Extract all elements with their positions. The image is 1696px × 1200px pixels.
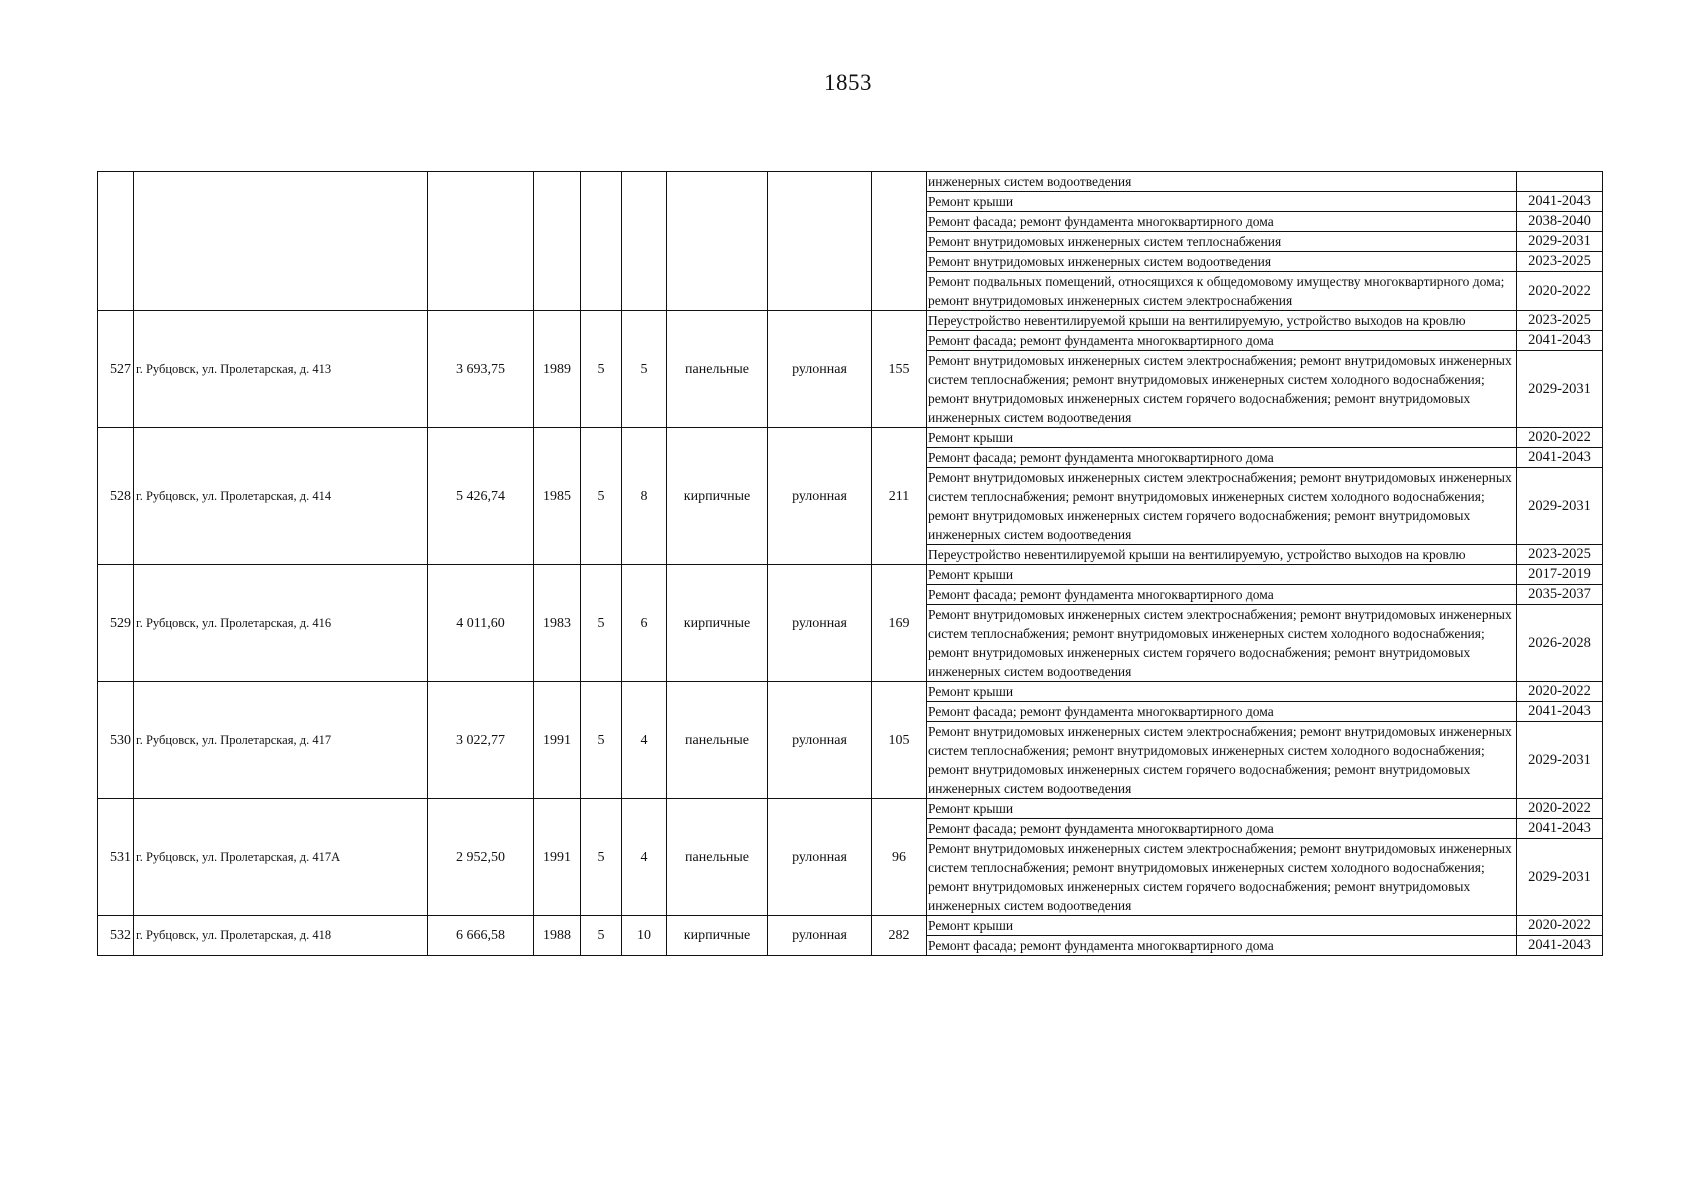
address-cell: г. Рубцовск, ул. Пролетарская, д. 414 <box>134 428 428 565</box>
area-cell: 5 426,74 <box>428 428 534 565</box>
year-cell: 1988 <box>534 916 581 956</box>
address-cell: г. Рубцовск, ул. Пролетарская, д. 417А <box>134 799 428 916</box>
repair-period-cell: 2026-2028 <box>1517 605 1603 682</box>
area-cell: 3 693,75 <box>428 311 534 428</box>
row-number: 527 <box>98 311 134 428</box>
floors-cell: 5 <box>581 311 622 428</box>
repair-period-cell: 2029-2031 <box>1517 232 1603 252</box>
walls-cell: панельные <box>667 799 768 916</box>
floors-cell <box>581 172 622 311</box>
repair-work-cell: Ремонт крыши <box>927 428 1517 448</box>
year-cell: 1989 <box>534 311 581 428</box>
address-cell: г. Рубцовск, ул. Пролетарская, д. 417 <box>134 682 428 799</box>
repair-period-cell: 2035-2037 <box>1517 585 1603 605</box>
year-cell: 1983 <box>534 565 581 682</box>
repair-period-cell: 2020-2022 <box>1517 916 1603 936</box>
row-number: 531 <box>98 799 134 916</box>
repair-work-cell: Переустройство невентилируемой крыши на вентилируемую, устройство выходов на кровлю <box>927 545 1517 565</box>
floors-cell: 5 <box>581 799 622 916</box>
address-cell: г. Рубцовск, ул. Пролетарская, д. 413 <box>134 311 428 428</box>
repair-period-cell: 2029-2031 <box>1517 722 1603 799</box>
repair-period-cell: 2023-2025 <box>1517 311 1603 331</box>
page-number: 1853 <box>824 70 872 95</box>
num-cell <box>98 172 134 311</box>
row-number: 532 <box>98 916 134 956</box>
repair-period-cell: 2041-2043 <box>1517 331 1603 351</box>
walls-cell: кирпичные <box>667 916 768 956</box>
repair-work-cell: Ремонт фасада; ремонт фундамента многоквартирного дома <box>927 702 1517 722</box>
entrances-cell: 10 <box>622 916 667 956</box>
area-cell: 3 022,77 <box>428 682 534 799</box>
repair-work-cell: инженерных систем водоотведения <box>927 172 1517 192</box>
roof-cell: рулонная <box>768 682 872 799</box>
address-cell: г. Рубцовск, ул. Пролетарская, д. 418 <box>134 916 428 956</box>
entrances-cell: 5 <box>622 311 667 428</box>
repair-period-cell: 2020-2022 <box>1517 272 1603 311</box>
repair-period-cell: 2029-2031 <box>1517 351 1603 428</box>
repair-period-cell: 2020-2022 <box>1517 682 1603 702</box>
table-row <box>98 428 1603 448</box>
floors-cell: 5 <box>581 428 622 565</box>
repair-work-cell: Ремонт подвальных помещений, относящихся к общедомовому имуществу многоквартирного дома; ремонт внутридомовых инженерных систем электроснабжения <box>927 272 1517 311</box>
repair-work-cell: Ремонт внутридомовых инженерных систем электроснабжения; ремонт внутридомовых инженерных систем теплоснабжения; ремонт внутридомовых инженерных систем холодного водоснабжения; ремонт внутридомовых инженерных систем горячего водоснабжения; ремонт внутридомовых инженерных систем водоотведения <box>927 839 1517 916</box>
repair-work-cell: Ремонт фасада; ремонт фундамента многоквартирного дома <box>927 819 1517 839</box>
roof-cell <box>768 172 872 311</box>
area-cell <box>428 172 534 311</box>
repair-period-cell: 2041-2043 <box>1517 936 1603 956</box>
repair-work-cell: Ремонт крыши <box>927 192 1517 212</box>
repair-work-cell: Ремонт фасада; ремонт фундамента многоквартирного дома <box>927 448 1517 468</box>
residents-cell: 169 <box>872 565 927 682</box>
repair-period-cell: 2038-2040 <box>1517 212 1603 232</box>
entrances-cell <box>622 172 667 311</box>
row-number: 530 <box>98 682 134 799</box>
repair-period-cell: 2041-2043 <box>1517 448 1603 468</box>
entrances-cell: 4 <box>622 682 667 799</box>
table-row <box>98 565 1603 585</box>
walls-cell: кирпичные <box>667 565 768 682</box>
residents-cell: 96 <box>872 799 927 916</box>
floors-cell: 5 <box>581 916 622 956</box>
repair-work-cell: Ремонт внутридомовых инженерных систем электроснабжения; ремонт внутридомовых инженерных систем теплоснабжения; ремонт внутридомовых инженерных систем холодного водоснабжения; ремонт внутридомовых инженерных систем горячего водоснабжения; ремонт внутридомовых инженерных систем водоотведения <box>927 351 1517 428</box>
repair-work-cell: Ремонт крыши <box>927 799 1517 819</box>
entrances-cell: 8 <box>622 428 667 565</box>
residents-cell <box>872 172 927 311</box>
residents-cell: 155 <box>872 311 927 428</box>
repair-work-cell: Ремонт фасада; ремонт фундамента многоквартирного дома <box>927 331 1517 351</box>
row-number: 529 <box>98 565 134 682</box>
roof-cell: рулонная <box>768 311 872 428</box>
walls-cell: кирпичные <box>667 428 768 565</box>
repair-period-cell: 2020-2022 <box>1517 799 1603 819</box>
floors-cell: 5 <box>581 682 622 799</box>
roof-cell: рулонная <box>768 428 872 565</box>
area-cell: 4 011,60 <box>428 565 534 682</box>
repair-period-cell: 2041-2043 <box>1517 192 1603 212</box>
repair-work-cell: Ремонт крыши <box>927 682 1517 702</box>
table-row <box>98 916 1603 936</box>
year-cell: 1985 <box>534 428 581 565</box>
residents-cell: 105 <box>872 682 927 799</box>
floors-cell: 5 <box>581 565 622 682</box>
capital-repair-table <box>97 171 1603 956</box>
repair-period-cell: 2029-2031 <box>1517 468 1603 545</box>
repair-work-cell: Ремонт фасада; ремонт фундамента многоквартирного дома <box>927 585 1517 605</box>
table-row <box>98 311 1603 331</box>
walls-cell: панельные <box>667 682 768 799</box>
repair-period-cell: 2023-2025 <box>1517 545 1603 565</box>
repair-work-cell: Ремонт фасада; ремонт фундамента многоквартирного дома <box>927 936 1517 956</box>
repair-work-cell: Переустройство невентилируемой крыши на вентилируемую, устройство выходов на кровлю <box>927 311 1517 331</box>
address-cell: г. Рубцовск, ул. Пролетарская, д. 416 <box>134 565 428 682</box>
repair-period-cell: 2020-2022 <box>1517 428 1603 448</box>
table-row <box>98 682 1603 702</box>
residents-cell: 211 <box>872 428 927 565</box>
walls-cell <box>667 172 768 311</box>
repair-work-cell: Ремонт внутридомовых инженерных систем электроснабжения; ремонт внутридомовых инженерных систем теплоснабжения; ремонт внутридомовых инженерных систем холодного водоснабжения; ремонт внутридомовых инженерных систем горячего водоснабжения; ремонт внутридомовых инженерных систем водоотведения <box>927 722 1517 799</box>
address-cell <box>134 172 428 311</box>
area-cell: 2 952,50 <box>428 799 534 916</box>
repair-work-cell: Ремонт внутридомовых инженерных систем электроснабжения; ремонт внутридомовых инженерных систем теплоснабжения; ремонт внутридомовых инженерных систем холодного водоснабжения; ремонт внутридомовых инженерных систем горячего водоснабжения; ремонт внутридомовых инженерных систем водоотведения <box>927 468 1517 545</box>
year-cell: 1991 <box>534 682 581 799</box>
table-row <box>98 172 1603 192</box>
repair-work-cell: Ремонт крыши <box>927 916 1517 936</box>
year-cell: 1991 <box>534 799 581 916</box>
walls-cell: панельные <box>667 311 768 428</box>
table-row <box>98 799 1603 819</box>
repair-period-cell <box>1517 172 1603 192</box>
area-cell: 6 666,58 <box>428 916 534 956</box>
row-number: 528 <box>98 428 134 565</box>
repair-period-cell: 2023-2025 <box>1517 252 1603 272</box>
roof-cell: рулонная <box>768 916 872 956</box>
table-body <box>98 172 1603 956</box>
repair-work-cell: Ремонт внутридомовых инженерных систем теплоснабжения <box>927 232 1517 252</box>
repair-work-cell: Ремонт крыши <box>927 565 1517 585</box>
entrances-cell: 6 <box>622 565 667 682</box>
repair-work-cell: Ремонт фасада; ремонт фундамента многоквартирного дома <box>927 212 1517 232</box>
repair-period-cell: 2041-2043 <box>1517 819 1603 839</box>
repair-period-cell: 2041-2043 <box>1517 702 1603 722</box>
entrances-cell: 4 <box>622 799 667 916</box>
roof-cell: рулонная <box>768 799 872 916</box>
repair-work-cell: Ремонт внутридомовых инженерных систем водоотведения <box>927 252 1517 272</box>
repair-work-cell: Ремонт внутридомовых инженерных систем электроснабжения; ремонт внутридомовых инженерных систем теплоснабжения; ремонт внутридомовых инженерных систем холодного водоснабжения; ремонт внутридомовых инженерных систем горячего водоснабжения; ремонт внутридомовых инженерных систем водоотведения <box>927 605 1517 682</box>
repair-period-cell: 2017-2019 <box>1517 565 1603 585</box>
year-cell <box>534 172 581 311</box>
residents-cell: 282 <box>872 916 927 956</box>
roof-cell: рулонная <box>768 565 872 682</box>
repair-period-cell: 2029-2031 <box>1517 839 1603 916</box>
